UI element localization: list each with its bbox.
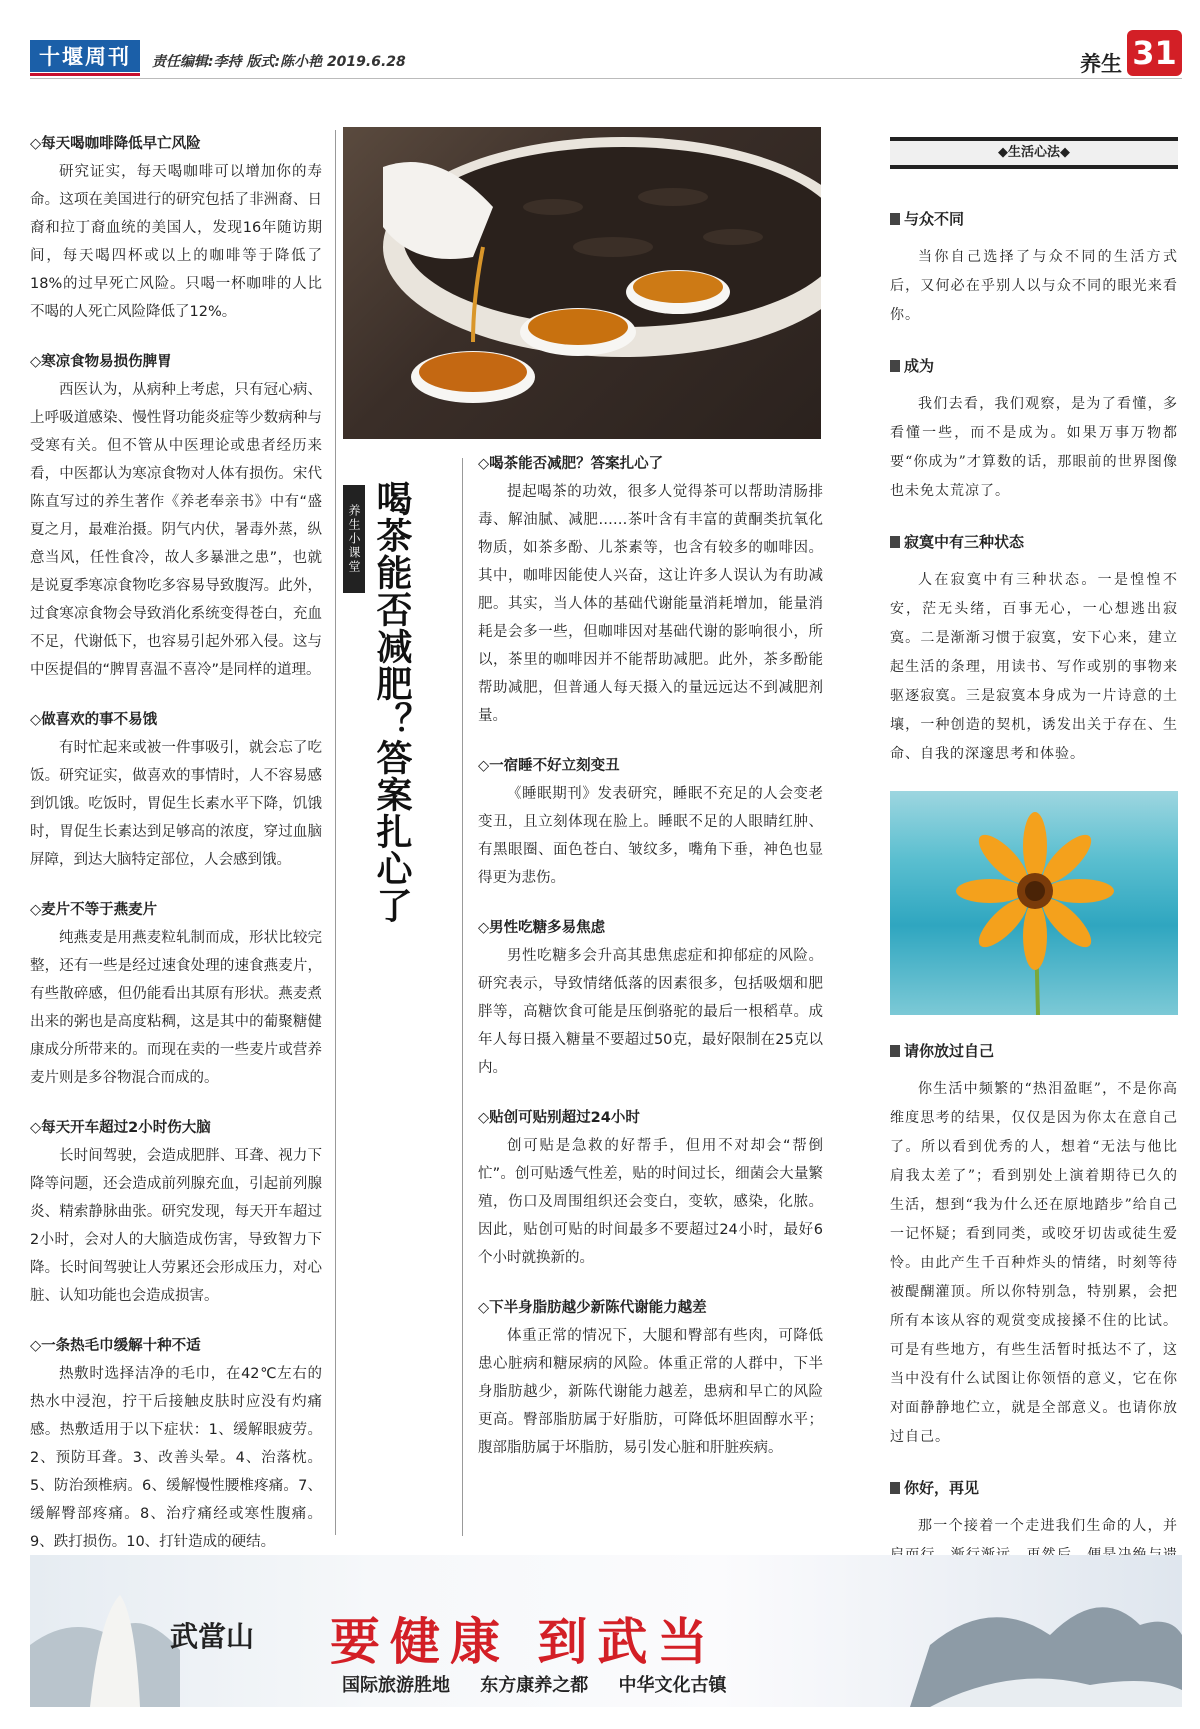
essay-body: 当你自己选择了与众不同的生活方式后，又何必在乎别人以与众不同的眼光来看你。 [890, 249, 1178, 323]
flower-photo [890, 791, 1178, 1015]
essay-title: 请你放过自己 [890, 1037, 1178, 1066]
article [478, 1294, 823, 1462]
article-body: 研究证实，每天喝咖啡可以增加你的寿命。这项在美国进行的研究包括了非洲裔、日裔和拉丁裔血统的美国人，发现16年随访期间，每天喝四杯或以上的咖啡等于降低了18%的过早死亡风险。只喝一杯咖啡的人比不喝的人死亡风险降低了12%。 [30, 164, 322, 320]
essay [890, 205, 1178, 330]
article-title: ◇下半身脂肪越少新陈代谢能力越差 [478, 1300, 707, 1316]
article [30, 1332, 322, 1556]
column-divider [462, 458, 463, 1536]
article [478, 752, 823, 892]
article-body: 长时间驾驶，会造成肥胖、耳聋、视力下降等问题，还会造成前列腺充血，引起前列腺炎、精索静脉曲张。研究发现，每天开车超过2小时，会对人的大脑造成伤害，导致智力下降。长时间驾驶让人劳累还会形成压力，对心脏、认知功能也会造成损害。 [30, 1148, 322, 1304]
article-title: ◇一宿睡不好立刻变丑 [478, 758, 620, 774]
square-bullet-icon [890, 213, 900, 225]
article-body: 西医认为，从病种上考虑，只有冠心病、上呼吸道感染、慢性肾功能炎症等少数病种与受寒有关。但不管从中医理论或患者经历来看，中医都认为寒凉食物对人体有损伤。宋代陈直写过的养生著作《养老奉亲书》中有“盛夏之月，最难治摄。阴气内伏，暑毒外蒸，纵意当风，任性食冷，故人多暴泄之患”，也就是说夏季寒凉食物吃多容易导致腹泻。此外，过食寒凉食物会导致消化系统变得苍白，充血不足，代谢低下，也容易引起外邪入侵。这与中医提倡的“脾胃喜温不喜冷”是同样的道理。 [30, 382, 322, 678]
essay-body: 我们去看，我们观察，是为了看懂，多看懂一些，而不是成为。如果万事万物都要“你成为”才算数的话，那眼前的世界图像也未免太荒凉了。 [890, 396, 1178, 499]
article-body: 有时忙起来或被一件事吸引，就会忘了吃饭。研究证实，做喜欢的事情时，人不容易感到饥饿。吃饭时，胃促生长素水平下降，饥饿时，胃促生长素达到足够高的浓度，穿过血脑屏障，到达大脑特定部位，人会感到饿。 [30, 740, 322, 868]
square-bullet-icon [890, 1045, 900, 1057]
header-rule [30, 78, 1182, 79]
masthead-title: 十堰周刊 [39, 44, 131, 69]
article [30, 348, 322, 684]
left-column [30, 130, 322, 1570]
article-title: ◇麦片不等于燕麦片 [30, 902, 158, 918]
article [478, 450, 823, 730]
article-title: ◇做喜欢的事不易饿 [30, 712, 158, 728]
article-title: ◇男性吃糖多易焦虑 [478, 920, 606, 936]
middle-column [478, 450, 823, 1476]
advertisement-banner [30, 1555, 1182, 1707]
article-title: ◇贴创可贴别超过24小时 [478, 1110, 640, 1126]
tea-photo [343, 127, 821, 439]
essay-title: 你好，再见 [890, 1474, 1178, 1503]
article-title: ◇每天开车超过2小时伤大脑 [30, 1120, 211, 1136]
article-body: 纯燕麦是用燕麦粒轧制而成，形状比较完整，还有一些是经过速食处理的速食燕麦片，有些散碎感，但仍能看出其原有形状。燕麦煮出来的粥也是高度粘稠，这是其中的葡聚糖健康成分所带来的。而现在卖的一些麦片或营养麦片则是多谷物混合而成的。 [30, 930, 322, 1086]
flower-illustration [890, 791, 1178, 1015]
column-divider [335, 130, 336, 1535]
essay-body: 你生活中频繁的“热泪盈眶”，不是你高维度思考的结果，仅仅是因为你太在意自己了。所以看到优秀的人，想着“无法与他比肩我太差了”；看到别处上演着期待已久的生活，想到“我为什么还在原地踏步”给自己一记怀疑；看到同类，或咬牙切齿或徒生爱怜。由此产生千百种炸头的情绪，时刻等待被醍醐灌顶。所以你特别急，特别累，会把所有本该从容的观赏变成接搡不住的比试。可是有些地方，有些生活暂时抵达不了，这当中没有什么试图让你领悟的意义，它在你对面静静地伫立，就是全部意义。也请你放过自己。 [890, 1081, 1178, 1445]
article [30, 706, 322, 874]
article [478, 914, 823, 1082]
right-column [890, 205, 1178, 1708]
article-body: 提起喝茶的功效，很多人觉得茶可以帮助清肠排毒、解油腻、减肥……茶叶含有丰富的黄酮类抗氧化物质，如茶多酚、儿茶素等，也含有较多的咖啡因。其中，咖啡因能使人兴奋，这让许多人误认为有助减肥。其实，当人体的基础代谢能量消耗增加，能量消耗是会多一些，但咖啡因对基础代谢的影响很小，所以，茶里的咖啡因并不能帮助减肥。此外，茶多酚能帮助减肥，但普通人每天摄入的量远远达不到减肥剂量。 [478, 484, 823, 724]
masthead-logo [30, 40, 140, 72]
essay [890, 1037, 1178, 1452]
essay [890, 352, 1178, 506]
article-body: 体重正常的情况下，大腿和臀部有些肉，可降低患心脏病和糖尿病的风险。体重正常的人群中，下半身脂肪越少，新陈代谢能力越差，患病和早亡的风险更高。臀部脂肪属于好脂肪，可降低坏胆固醇水平；腹部脂肪属于坏脂肪，易引发心脏和肝脏疾病。 [478, 1328, 823, 1456]
column-header: ◆生活心法◆ [890, 137, 1178, 169]
square-bullet-icon [890, 1482, 900, 1494]
article [30, 896, 322, 1092]
article-title: ◇每天喝咖啡降低早亡风险 [30, 136, 201, 152]
article-body: 《睡眠期刊》发表研究，睡眠不充足的人会变老变丑，且立刻体现在脸上。睡眠不足的人眼睛红肿、有黑眼圈、面色苍白、皱纹多，嘴角下垂，神色也显得更为悲伤。 [478, 786, 823, 886]
article [478, 1104, 823, 1272]
banner-subtitle: 国际旅游胜地 东方康养之都 中华文化古镇 [342, 1675, 727, 1696]
page-number: 31 [1127, 30, 1182, 76]
essay-title: 寂寞中有三种状态 [890, 528, 1178, 557]
wudang-logo: 武當山 [170, 1620, 255, 1653]
article-title: ◇一条热毛巾缓解十种不适 [30, 1338, 201, 1354]
article-body: 热敷时选择洁净的毛巾，在42℃左右的热水中浸泡，拧干后接触皮肤时应没有灼痛感。热敷适用于以下症状：1、缓解眼疲劳。2、预防耳聋。3、改善头晕。4、治落枕。5、防治颈椎病。6、缓解慢性腰椎疼痛。7、缓解臀部疼痛。8、治疗痛经或寒性腹痛。9、跌打损伤。10、打针造成的硬结。 [30, 1366, 322, 1550]
square-bullet-icon [890, 360, 900, 372]
feature-tag: 养生小课堂 [343, 485, 365, 593]
article-body: 男性吃糖多会升高其患焦虑症和抑郁症的风险。研究表示，导致情绪低落的因素很多，包括吸烟和肥胖等，高糖饮食可能是压倒骆驼的最后一根稻草。成年人每日摄入糖量不要超过50克，最好限制在25克以内。 [478, 948, 823, 1076]
essay-body: 那一个接着一个走进我们生命的人，并 [918, 1518, 1178, 1534]
essay-body: 人在寂寞中有三种状态。一是惶惶不安，茫无头绪，百事无心，一心想逃出寂寞。二是渐渐习惯于寂寞，安下心来，建立起生活的条理，用读书、写作或别的事物来驱逐寂寞。三是寂寞本身成为一片诗意的土壤，一种创造的契机，诱发出关于存在、生命、自我的深邃思考和体验。 [890, 572, 1178, 762]
feature-title: 喝茶能否减肥？答案扎心了 [371, 480, 413, 924]
article [30, 1114, 322, 1310]
article-title: ◇喝茶能否减肥？答案扎心了 [478, 456, 664, 472]
essay-title: 与众不同 [890, 205, 1178, 234]
banner-slogan: 要健康 到武当 [330, 1612, 718, 1671]
editor-info: 责任编辑:李持 版式:陈小艳 2019.6.28 [152, 54, 406, 70]
tea-illustration [343, 127, 821, 439]
section-name: 养生 [1080, 52, 1122, 76]
square-bullet-icon [890, 536, 900, 548]
article-title: ◇寒凉食物易损伤脾胃 [30, 354, 172, 370]
article [30, 130, 322, 326]
article-body: 创可贴是急救的好帮手，但用不对却会“帮倒忙”。创可贴透气性差，贴的时间过长，细菌会大量繁殖，伤口及周围组织还会变白，变软，感染，化脓。因此，贴创可贴的时间最多不要超过24小时，最好6个小时就换新的。 [478, 1138, 823, 1266]
essay [890, 528, 1178, 769]
essay-title: 成为 [890, 352, 1178, 381]
